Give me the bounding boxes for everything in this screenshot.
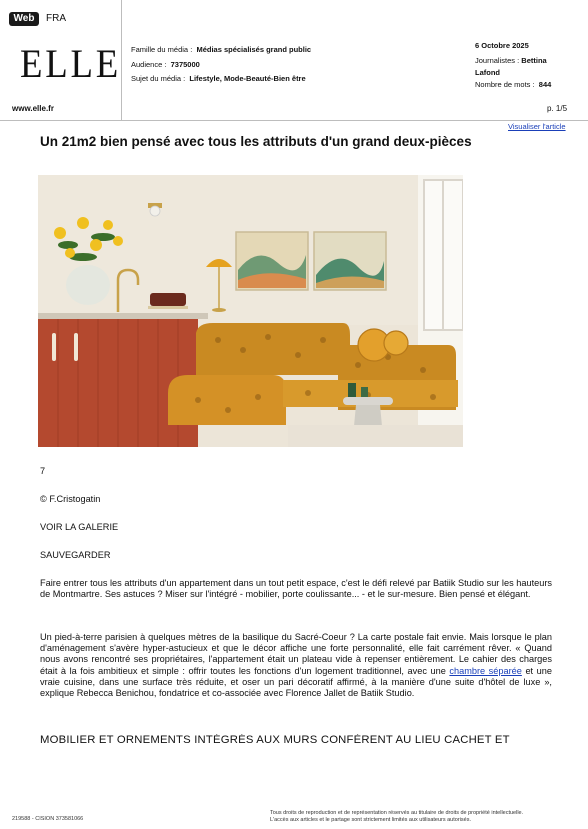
view-article-link[interactable]: Visualiser l'article	[508, 122, 566, 131]
journalists-value-2: Lafond	[475, 68, 500, 77]
web-badge: Web	[9, 12, 39, 26]
famille-value: Médias spécialisés grand public	[196, 45, 312, 54]
language-label: FRA	[46, 13, 66, 24]
footer-rights-line2: L'accès aux articles et le partage sont strictement limités aux utilisateurs autorisés.	[270, 817, 471, 823]
famille-label: Famille du média :	[131, 45, 193, 54]
header-divider	[121, 0, 122, 120]
audience-value: 7375000	[170, 60, 200, 69]
audience-label: Audience :	[131, 60, 167, 69]
page-number: p. 1/5	[547, 104, 568, 113]
publication-date: 6 Octobre 2025	[475, 41, 529, 50]
footer-rights	[270, 810, 523, 824]
gallery-link[interactable]: VOIR LA GALERIE	[40, 522, 119, 532]
body-paragraph	[40, 632, 552, 699]
elle-logo: ELLE	[20, 41, 121, 86]
sujet-row	[131, 74, 306, 83]
chambre-separee-link[interactable]: chambre séparée	[449, 665, 522, 676]
sujet-value: Lifestyle, Mode-Beauté-Bien être	[189, 74, 306, 83]
save-link[interactable]: SAUVEGARDER	[40, 550, 111, 560]
body-text-start: Un pied-à-terre parisien à quelques mètres de la basilique du Sacré-Coeur ? La carte postale fait envie. Mais lorsque le plan d'aménagement s'avère hyper-astucieux et que le décor affiche une forte personnalité, elle fait carrément rêver. « Quand nous avons rencontré ses propriétaires, l'appartement était un plateau vide à repenser entièrement. Le cahier des charges était à la fois ambitieux et simple : offrir toutes les fonctions d'un logement traditionnel, avec une	[40, 632, 552, 676]
section-subheading: MOBILIER ET ORNEMENTS INTÉGRÉS AUX MURS CONFÈRENT AU LIEU CACHET ET	[40, 734, 510, 746]
body-text-end: et une vraie cuisine, dans une surface très réduite, et oser un pari décoratif affirmé, à la manière d'une suite d'hôtel de luxe », explique Rebecca Benichou, fondatrice et co-associée avec Florence Jallet de Batiik Studio.	[40, 665, 552, 699]
journalists-row	[475, 56, 547, 65]
website-url: www.elle.fr	[12, 104, 54, 113]
header-bottom-rule	[0, 120, 588, 121]
footer-id: 219588 - CISION 373581066	[12, 816, 84, 822]
article-title: Un 21m2 bien pensé avec tous les attributs d'un grand deux-pièces	[40, 134, 472, 149]
journalists-value: Bettina	[521, 56, 547, 65]
journalists-label: Journalistes :	[475, 56, 520, 65]
word-count-row	[475, 80, 551, 89]
word-count-value: 844	[538, 80, 552, 89]
intro-paragraph: Faire entrer tous les attributs d'un appartement dans un tout petit espace, c'est le défi relevé par Batiik Studio sur les hauteurs de Montmartre. Ses astuces ? Miser sur l'intégré - mobilier, porte coulissante... - et le sur-mesure. Bien pensé et élégant.	[40, 578, 552, 600]
photo-credit: © F.Cristogatin	[40, 494, 101, 504]
audience-row	[131, 60, 200, 69]
photo-count: 7	[40, 466, 46, 476]
footer-rights-line1: Tous droits de reproduction et de représentation réservés au titulaire de droits de propriété intellectuelle.	[270, 810, 524, 816]
article-photo	[38, 175, 463, 447]
word-count-label: Nombre de mots :	[475, 80, 535, 89]
famille-row	[131, 45, 311, 54]
sujet-label: Sujet du média :	[131, 74, 186, 83]
